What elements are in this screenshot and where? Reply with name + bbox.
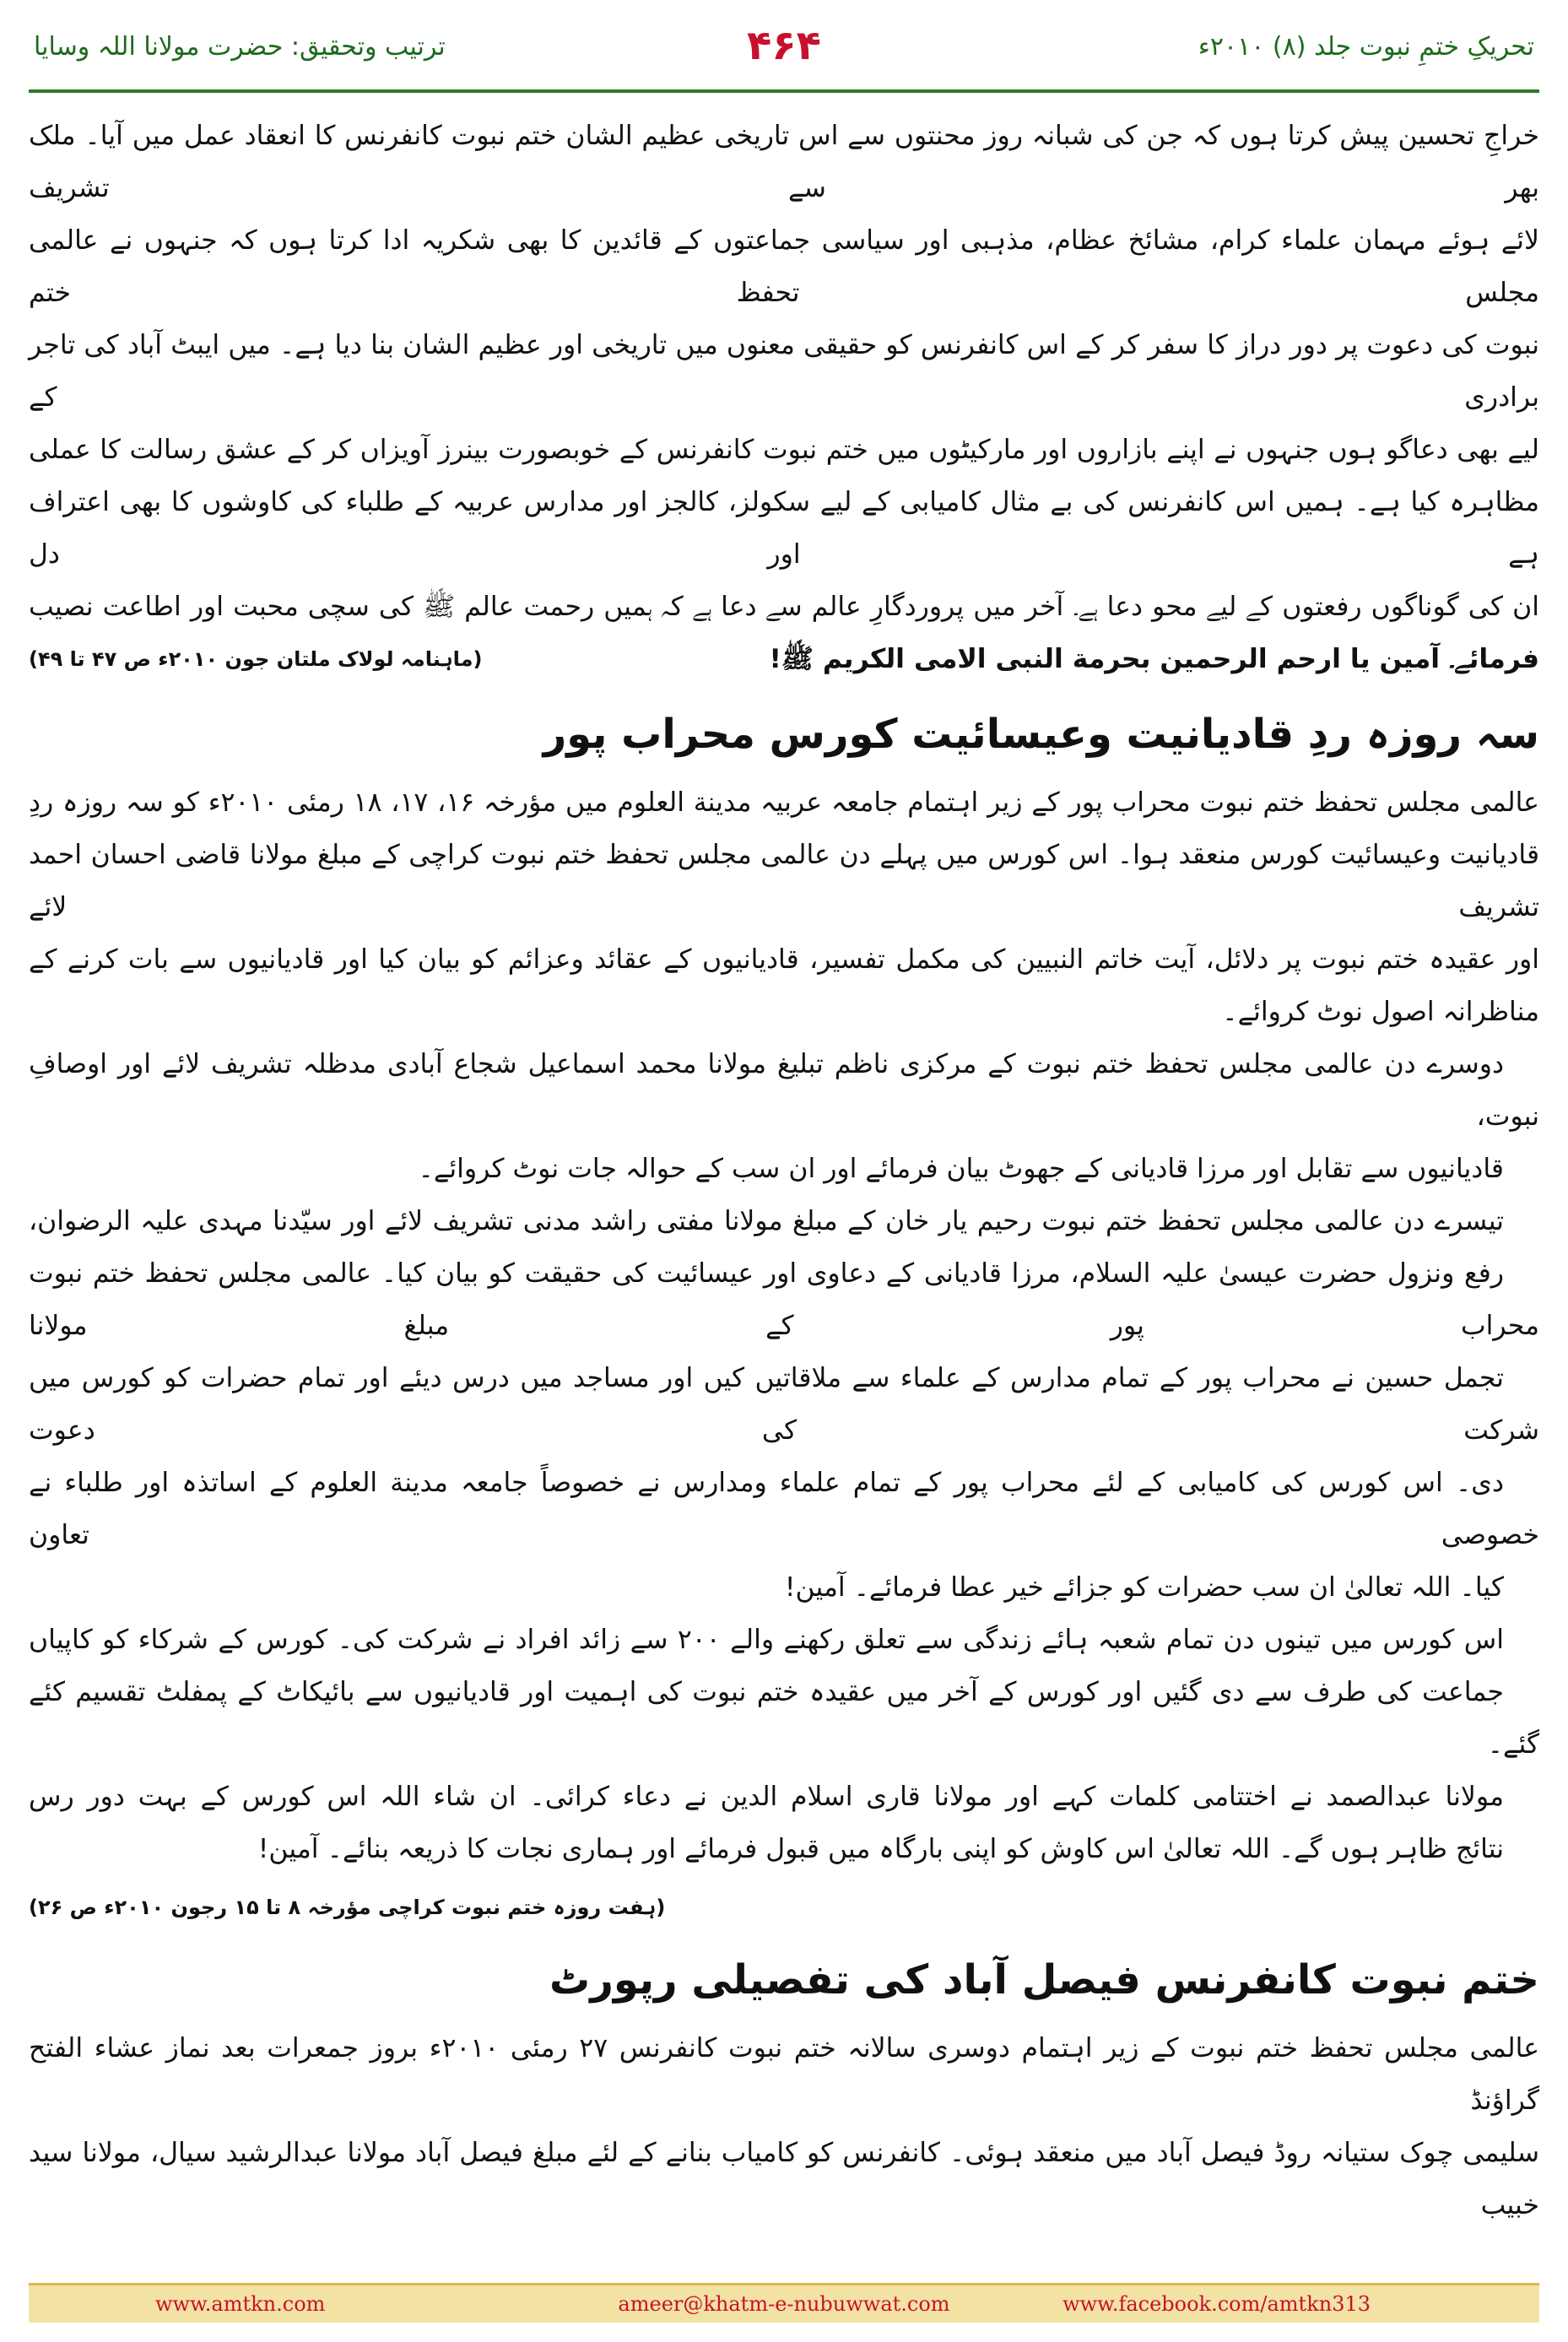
section-heading: سہ روزہ ردِ قادیانیت وعیسائیت کورس محراب پور — [543, 711, 1539, 758]
intro-paragraph — [29, 110, 1539, 633]
text-line: لائے ہوئے مہمان علماء کرام، مشائخ عظام، مذہبی اور سیاسی جماعتوں کے قائدین کا بھی شکریہ ادا کرتا ہوں کہ جنہوں نے عالمی مجلس تحفظ ختم — [29, 225, 1539, 308]
text-line: عالمی مجلس تحفظ ختم نبوت محراب پور کے زیر اہتمام جامعہ عربیہ مدینة العلوم میں مؤرخہ ۱۶، ۱۷، ۱۸ رمئی ۲۰۱۰ء کو سہ روزہ ردِ — [29, 787, 1539, 818]
closing-line — [29, 633, 1539, 685]
body-paragraph — [29, 1038, 1539, 1195]
text-line: ان کی گوناگوں رفعتوں کے لیے محو دعا ہے۔ آخر میں پروردگارِ عالم سے دعا ہے کہ ہمیں رحمت عالم ﷺ کی سچی محبت اور اطاعت نصیب — [29, 592, 1539, 622]
page-body — [29, 110, 1539, 2231]
text-line: کیا۔ اللہ تعالیٰ ان سب حضرات کو جزائے خیر عطا فرمائے۔ آمین! — [784, 1572, 1504, 1603]
text-line: سلیمی چوک ستیانہ روڈ فیصل آباد میں منعقد ہوئی۔ کانفرنس کو کامیاب بنانے کے لئے مبلغ فیصل آباد مولانا عبدالرشید سیال، مولانا سید خبیب — [29, 2138, 1539, 2220]
email-link[interactable]: ameer@khatm-e-nubuwwat.com — [618, 2292, 950, 2316]
body-paragraph — [29, 776, 1539, 1038]
text-line: دوسرے دن عالمی مجلس تحفظ ختم نبوت کے مرکزی ناظم تبلیغ مولانا محمد اسماعیل شجاع آبادی مدظلہ تشریف لائے اور اوصافِ نبوت، — [29, 1049, 1539, 1132]
text-line: اور عقیدہ ختم نبوت پر دلائل، آیت خاتم النبیین کی مکمل تفسیر، قادیانیوں کے عقائد وعزائم کو بیان کیا اور قادیانیوں سے بات کرنے کے — [29, 944, 1539, 975]
text-line: قادیانیت وعیسائیت کورس منعقد ہوا۔ اس کورس میں پہلے دن عالمی مجلس تحفظ ختم نبوت کراچی کے مبلغ مولانا قاضی احسان احمد تشریف لائے — [29, 840, 1539, 922]
text-line: لیے بھی دعاگو ہوں جنہوں نے اپنے بازاروں اور مارکیٹوں میں ختم نبوت کانفرنس کے خوبصورت بینرز آویزاں کر کے عشق رسالت کا عملی — [29, 435, 1539, 465]
book-title: تحریکِ ختمِ نبوت جلد (۸) ۲۰۱۰ء — [1198, 32, 1534, 62]
body-paragraph — [29, 1195, 1539, 1614]
text-line: خراجِ تحسین پیش کرتا ہوں کہ جن کی شبانہ روز محنتوں سے اس تاریخی عظیم الشان ختم نبوت کانفرنس کا انعقاد عمل میں آیا۔ ملک بھر سے تشریف — [29, 121, 1539, 203]
text-line: نبوت کی دعوت پر دور دراز کا سفر کر کے اس کانفرنس کو حقیقی معنوں میں تاریخی اور عظیم الشان بنا دیا ہے۔ میں ایبٹ آباد کی تاجر برادری کے — [29, 330, 1539, 413]
body-paragraph — [29, 2022, 1539, 2231]
text-line: مولانا عبدالصمد نے اختتامی کلمات کہے اور مولانا قاری اسلام الدین نے دعاء کرائی۔ ان شاء اللہ اس کورس کے بہت دور رس — [29, 1782, 1504, 1812]
text-line: اس کورس میں تینوں دن تمام شعبہ ہائے زندگی سے تعلق رکھنے والے ۲۰۰ سے زائد افراد نے شرکت کی۔ کورس کے شرکاء کو کاپیاں — [29, 1625, 1504, 1655]
source-citation: (ماہنامہ لولاک ملتان جون ۲۰۱۰ء ص ۴۷ تا ۴۹) — [29, 647, 483, 671]
text-line: جماعت کی طرف سے دی گئیں اور کورس کے آخر میں عقیدہ ختم نبوت کی اہمیت اور قادیانیوں سے بائیکاٹ کے پمفلٹ تقسیم کئے گئے۔ — [29, 1677, 1539, 1760]
page-header — [29, 20, 1539, 93]
text-line: تیسرے دن عالمی مجلس تحفظ ختم نبوت رحیم یار خان کے مبلغ مولانا مفتی راشد مدنی تشریف لائے اور سیّدنا مہدی علیہ الرضوان، — [29, 1206, 1504, 1236]
text-line: قادیانیوں سے تقابل اور مرزا قادیانی کے جھوٹ بیان فرمائے اور ان سب کے حوالہ جات نوٹ کروائے۔ — [418, 1154, 1504, 1184]
text-line: تجمل حسین نے محراب پور کے تمام مدارس کے علماء سے ملاقاتیں کیں اور مساجد میں درس دیئے اور تمام حضرات کو کورس میں شرکت کی دعوت — [29, 1363, 1539, 1446]
page-number: ۴۶۴ — [747, 22, 821, 69]
page-footer — [29, 2283, 1539, 2323]
source-citation: (ہفت روزہ ختم نبوت کراچی مؤرخہ ۸ تا ۱۵ رجون ۲۰۱۰ء ص ۲۶) — [29, 1896, 666, 1919]
section-heading: ختم نبوت کانفرنس فیصل آباد کی تفصیلی رپورٹ — [549, 1956, 1539, 2004]
website-link[interactable]: www.amtkn.com — [155, 2292, 326, 2316]
text-line: مظاہرہ کیا ہے۔ ہمیں اس کانفرنس کی بے مثال کامیابی کے لیے سکولز، کالجز اور مدارس عربیہ کے طلباء کی کاوشوں کا بھی اعتراف ہے اور دل — [29, 487, 1539, 570]
facebook-link[interactable]: www.facebook.com/amtkn313 — [1062, 2292, 1371, 2316]
body-paragraph — [29, 1771, 1539, 1875]
text-line: رفع ونزول حضرت عیسیٰ علیہ السلام، مرزا قادیانی کے دعاوی اور عیسائیت کی حقیقت کو بیان کیا۔ عالمی مجلس تحفظ ختم نبوت محراب پور کے مبلغ مولانا — [29, 1258, 1539, 1341]
closing-prayer: فرمائے۔ آمین یا ارحم الرحمین بحرمة النبی الامی الکریم ﷺ! — [769, 644, 1539, 674]
text-line: دی۔ اس کورس کی کامیابی کے لئے محراب پور کے تمام علماء ومدارس نے خصوصاً جامعہ مدینة العلوم کے اساتذہ اور طلباء نے خصوصی تعاون — [29, 1468, 1539, 1550]
body-paragraph — [29, 1614, 1539, 1771]
text-line: نتائج ظاہر ہوں گے۔ اللہ تعالیٰ اس کاوش کو اپنی بارگاہ میں قبول فرمائے اور ہماری نجات کا ذریعہ بنائے۔ آمین! — [257, 1834, 1504, 1864]
text-line: عالمی مجلس تحفظ ختم نبوت کے زیر اہتمام دوسری سالانہ ختم نبوت کانفرنس ۲۷ رمئی ۲۰۱۰ء بروز جمعرات بعد نماز عشاء الفتح گراؤنڈ — [29, 2033, 1539, 2116]
text-line: مناظرانہ اصول نوٹ کروائے۔ — [1222, 997, 1539, 1027]
compiler-credit: ترتیب وتحقیق: حضرت مولانا اللہ وسایا — [34, 32, 446, 62]
